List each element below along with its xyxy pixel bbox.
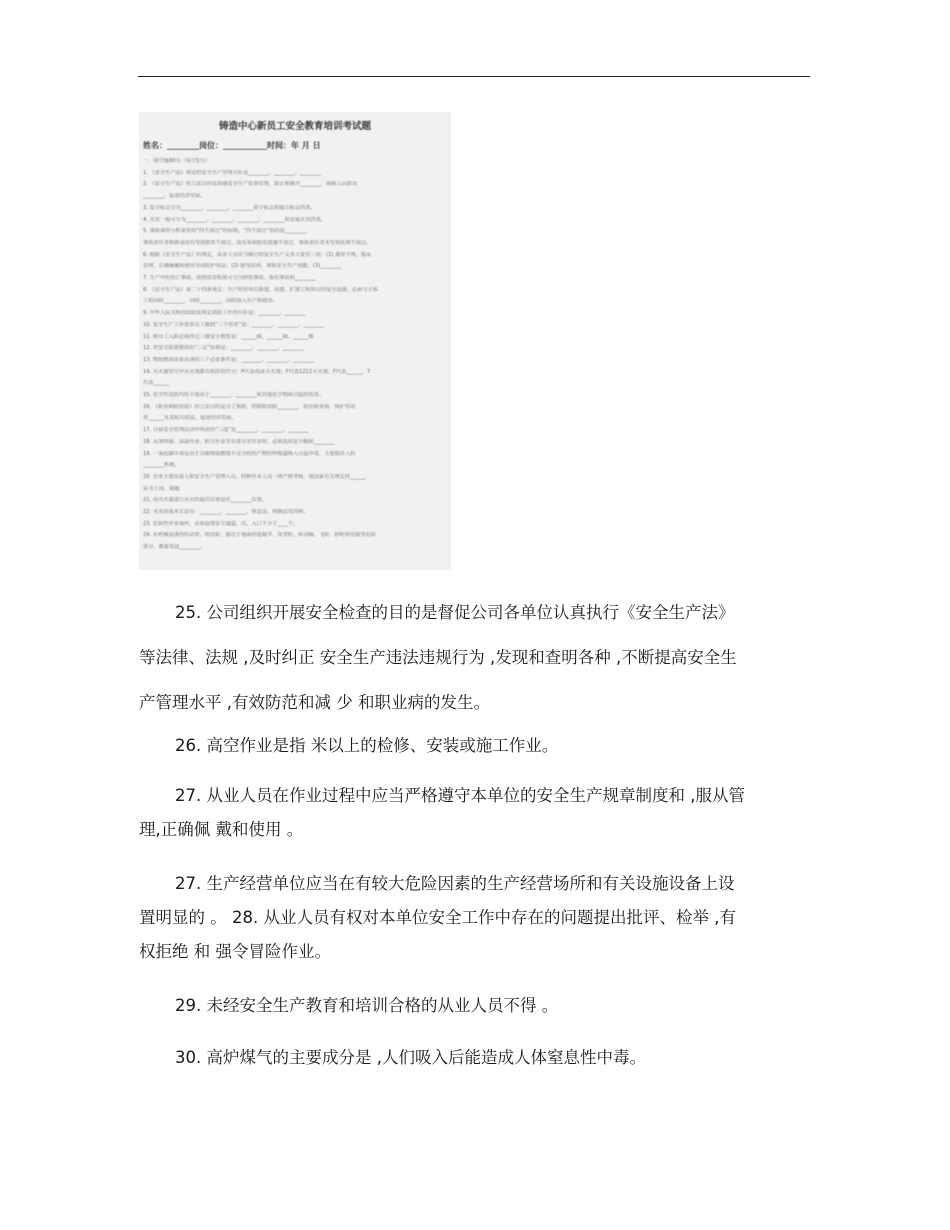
scan-question-line: 证书上岗。错题 [143,485,180,492]
scan-question-line: ________，促进经济发展。 [143,193,206,200]
scan-question-line: 15. 化学性皮肤灼伤主要由于________、________和其他化学物质引起的伤害。 [143,392,325,398]
paragraph-q27a [139,784,847,808]
scan-question-line: 8. 《安全生产法》第二十四条规定：生产经营单位新建、改建、扩建工程项目的安全设施，必须与主体 [143,286,378,293]
scan-question-line: 代表______ [143,380,169,387]
paragraph-line: 27. 从业人员在作业过程中应当严格遵守本单位的安全生产规章制度和 ,服从管 [175,786,745,805]
paragraph-line: 权拒绝 和 强令冒险作业。 [139,942,331,961]
paragraph-line: 理,正确佩 戴和使用 。 [139,820,304,839]
scan-question-line: 一、填空题80分（每空1分） [143,158,210,164]
paragraph-q28-cont [139,940,811,964]
scan-question-line: 6. 根据《安全生产法》的规定，从业人员应当履行的安全生产义务主要有三项：(1) 遵章守规，服从 [143,251,372,258]
scan-question-line: 17. 目前安全管理活动中所说的“三违”是________、________、________ [143,427,309,434]
paragraph-line: 产管理水平 ,有效防范和减 少 和职业病的发生。 [139,693,490,712]
scan-question-line: 9. 中华人民共和国消防法规定消防工作的方针是：________，________ [143,310,306,317]
scan-question-line: 5. 事故调查分析要坚持“四不放过”的原则，“四不放过”指的是________， [143,228,311,235]
paragraph-line: 27. 生产经营单位应当在有较大危险因素的生产经营场所和有关设施设备上设 [175,874,735,893]
paragraph-q27a-cont [139,818,811,842]
header-rule [138,76,810,77]
scan-question-line: 13. 物质燃烧需要具备的三个必要条件是：________、________、________ [143,356,314,363]
scan-question-line: 3. 安全标志分为________、________、________指令标志和提示标志四类。 [143,204,316,211]
paragraph-line: 置明显的 。 28. 从业人员有权对本单位安全工作中存在的问题提出批评、检举 ,有 [139,908,736,927]
paragraph-line: 29. 未经安全生产教育和培训合格的从业人员不得 。 [175,996,559,1015]
paragraph-q25 [139,601,847,625]
scan-question-line: 20. 企业主要负责人和安全生产管理人员、特种作业人员一律严格考核，按国家有关规定持______ [143,473,366,480]
scanned-exam-content [139,112,451,570]
paragraph-line: 25. 公司组织开展安全检查的目的是督促公司各单位认真执行《安全生产法》 [175,603,735,622]
scan-question-line: 7. 生产中的伤亡事故，按照伤害程度可分为轻伤事故、重伤事故和________ [143,275,316,281]
scan-header: 姓名：________岗位：___________时间：年 月 日 [143,141,321,150]
paragraph-q27b-cont [139,906,811,930]
scan-title: 铸造中心新员工安全教育培训考试题 [218,121,371,132]
paragraph-q25-cont [139,646,811,715]
scan-question-line: 工程同时________、同时________，同时投入生产和使用。 [143,298,278,305]
scan-question-line: 16. 《职业病防治法》的立法目的是为了预防、控制和消除________，防治职业病，保护劳动 [143,403,356,410]
paragraph-line: 等法律、法规 ,及时纠正 安全生产违法违规行为 ,发现和查明各种 ,不断提高安全生 [139,648,737,667]
scan-question-line: 2. 《安全生产法》的立法目的是加强安全生产监督管理，防止和减少________，保障人民群众 [143,181,358,188]
scan-question-line: 24. 在机械设备的传动带、明齿轮、接近于地面的连轴节、皮带轮、转动轴、飞轮、砂轮和电锯等危险 [143,532,376,539]
scan-question-line: 19. 一氧化碳中毒是由于含碳物质燃烧不完全时的产物经呼吸道吸入引起中毒，主要损害人的 [143,450,356,457]
scan-question-line: 14. 灭火器型号中灭火剂都有相应的代号：P代表泡沫灭火剂；F代表1211灭火剂；F代表______，T [143,368,371,375]
scan-question-line: 18. 从事焊接、高温作业、粉尘作业等有毒有害作业时，必须选用安全帽和________ [143,438,335,445]
paragraph-q26 [139,734,847,758]
scan-question-line: 部分，都要装设________。 [143,544,206,551]
paragraph-line: 30. 高炉煤气的主要成分是 ,人们吸入后能造成人体窒息性中毒。 [175,1048,646,1067]
scanned-exam-image [139,112,451,570]
paragraph-q29 [139,994,847,1018]
scan-question-line: 21. 用灭火器进行灭火的最佳位置是在________位置。 [143,497,268,504]
scan-question-line: ________系统。 [143,462,180,469]
scan-question-line: 管理，正确佩戴和使用劳动防护用品；(2) 接受培训，掌握安全生产技能；(3)________ [143,263,341,270]
scan-question-line: 22. 灭火的基本方法有：________、________、窒息法、抑制法等四种。 [143,509,309,515]
scan-question-line: 12. 对安全隐患整改的“三定”原则是：________、________、________ [143,345,304,352]
scan-question-line: 11. 新员工入职必须经过三级安全教育是：______级、______级、______级 [143,333,314,340]
paragraph-q27b [139,872,847,896]
scan-question-line: 者______及其相关权益，促进经济发展。 [143,415,237,422]
paragraph-q30 [139,1046,847,1070]
scan-question-line: 10. 安全生产工作要求员工做到“三不伤害”是：________、________、________ [143,321,325,328]
scan-question-line: 事故责任者和群众没有受到教育不放过，没有采取防范措施不放过，事故责任者未受到处理不放过。 [143,239,372,246]
scan-question-line: 1. 《安全生产法》规定的安全生产管理方针是________、________、________ [143,169,321,176]
scan-question-line: 4. 火灾一般可分为________、________、________、________和金属火灾四类。 [143,216,326,223]
paragraph-line: 26. 高空作业是指 米以上的检修、安装或施工作业。 [175,736,559,755]
scan-question-line: 23. 危险性作业场所，必须设置安全通道，出、入口不少于____个。 [143,520,299,527]
